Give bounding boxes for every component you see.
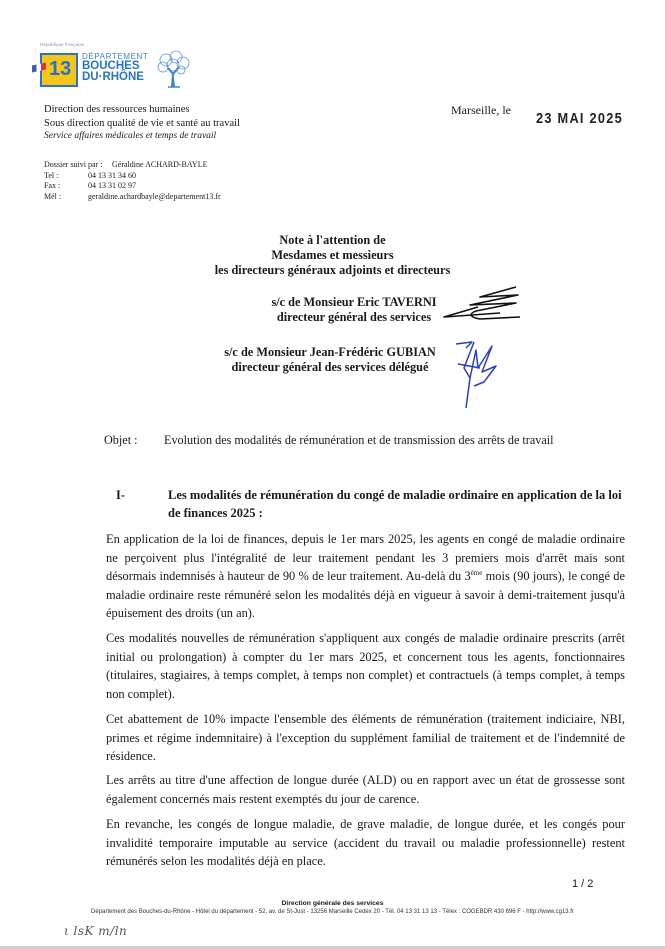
addressees-block <box>0 233 665 278</box>
logo-name <box>82 61 144 83</box>
fax-label: Fax : <box>44 181 61 190</box>
subject-label: Objet : <box>104 433 138 447</box>
paragraph-4: Les arrêts au titre d'une affection de longue durée (ALD) ou en rapport avec un état de grossesse sont également concernés mais restent exemptés du jour de carence. <box>106 773 625 806</box>
contact-block <box>44 160 221 202</box>
section-title: Les modalités de rémunération du congé de maladie ordinaire en application de la loi de finances 2025 : <box>168 488 622 520</box>
paragraph-1-superscript: ème <box>470 569 483 578</box>
logo-badge <box>40 53 78 87</box>
subject-line <box>104 433 554 448</box>
paragraph-1 <box>106 530 625 623</box>
tel-value: 04 13 31 34 60 <box>88 170 136 180</box>
addressee-line2: Mesdames et messieurs <box>271 248 394 262</box>
logo-name-line2: DU·RHÔNE <box>82 71 144 83</box>
handwritten-note: ι lsK m/ln <box>64 924 128 938</box>
mel-value[interactable]: geraldine.achardbayle@departement13.fr <box>88 191 221 201</box>
dossier-label: Dossier suivi par : <box>44 160 103 169</box>
paragraph-5: En revanche, les congés de longue maladie, de grave maladie, de longue durée, et les congés pour invalidité temporaire imputable au service (accident du travail ou maladie professionnelle) restent rémunérés selon les modalités déjà en place. <box>106 817 625 869</box>
paragraph-1-text-a: En application de la loi de finances, depuis le 1er mars 2025, les agents en congé de maladie ordinaire ne perçoivent plus l'intégralité de leur traitement pendant les 3 premiers mois d'arrêt mais sont désormais indemnisés à hauteur de 90 % de leur traitement. Au-delà du 3 <box>106 532 625 584</box>
tel-label: Tel : <box>44 170 59 180</box>
page-number: 1 / 2 <box>572 878 594 890</box>
date-stamp: 23 MAI 2025 <box>536 110 624 127</box>
date-place-label: Marseille, le <box>451 103 511 117</box>
subject-value: Evolution des modalités de rémunération et de transmission des arrêts de travail <box>164 433 554 447</box>
contact-tel-row <box>44 171 221 182</box>
sender-subdirection: Sous direction qualité de vie et santé au travail <box>44 117 240 129</box>
logo-name-line1: BOUCHES <box>82 60 140 72</box>
signature-gubian-icon <box>452 338 502 413</box>
dossier-value: Géraldine ACHARD-BAYLE <box>112 160 208 169</box>
contact-mel-row <box>44 192 221 203</box>
section-heading <box>116 486 636 522</box>
footer-address: Département des Bouches-du-Rhône - Hôtel du département - 52, av. de St-Just - 13256 Marseille Cedex 20 - Tél. 04 13 31 13 13 - Télex : COGEBDR 430 696 F - http://www.cg13.fr <box>91 909 574 915</box>
logo-departement-text: DÉPARTEMENT <box>82 52 149 61</box>
footer-title: Direction générale des services <box>281 900 384 907</box>
sender-service: Service affaires médicales et temps de travail <box>44 131 217 141</box>
paragraph-3: Cet abattement de 10% impacte l'ensemble des éléments de rémunération (traitement indiciaire, NBI, primes et régime indemnitaire) à l'exception du supplément familial de traitement et de l'indemnité de résidence. <box>106 712 625 764</box>
fax-value: 04 13 31 02 97 <box>88 181 136 190</box>
via-dgs-name: s/c de Monsieur Eric TAVERNI <box>271 295 437 309</box>
via-dgs-title: directeur général des services <box>276 310 432 324</box>
sender-direction: Direction des ressources humaines <box>44 104 190 115</box>
contact-dossier-row <box>44 160 221 171</box>
paragraph-1-text-b: mois (90 jours), le congé de maladie ordinaire reste rémunéré selon les modalités déjà en vigueur à savoir à demi-traitement jusqu'à épuisement des droits (un an). <box>106 569 625 621</box>
logo-republique-text: République française <box>40 42 85 47</box>
olive-tree-icon <box>154 50 192 88</box>
logo-badge-number: 13 <box>49 58 72 80</box>
department-logo <box>38 42 198 92</box>
sender-block <box>44 103 240 144</box>
contact-fax-row <box>44 181 221 192</box>
via-dgsd-name: s/c de Monsieur Jean-Frédéric GUBIAN <box>224 345 436 359</box>
section-number: I- <box>116 488 126 502</box>
via-dgsd-title: directeur général des services délégué <box>231 360 429 374</box>
signature-taverni-icon <box>440 283 522 323</box>
addressee-line1: Note à l'attention de <box>279 233 386 247</box>
paragraph-2: Ces modalités nouvelles de rémunération s'appliquent aux congés de maladie ordinaire prescrits (arrêt initial ou prolongation) à compter du 1er mars 2025, et concernent tous les agents, fonctionnaires (titulaires, stagiaires, à temps complet, à temps non complet) et contractuels (à temps complet, à temps non complet). <box>106 631 625 701</box>
addressee-line3: les directeurs généraux adjoints et directeurs <box>214 263 451 277</box>
mel-label: Mél : <box>44 191 62 201</box>
via-dgsd-block <box>200 345 460 375</box>
